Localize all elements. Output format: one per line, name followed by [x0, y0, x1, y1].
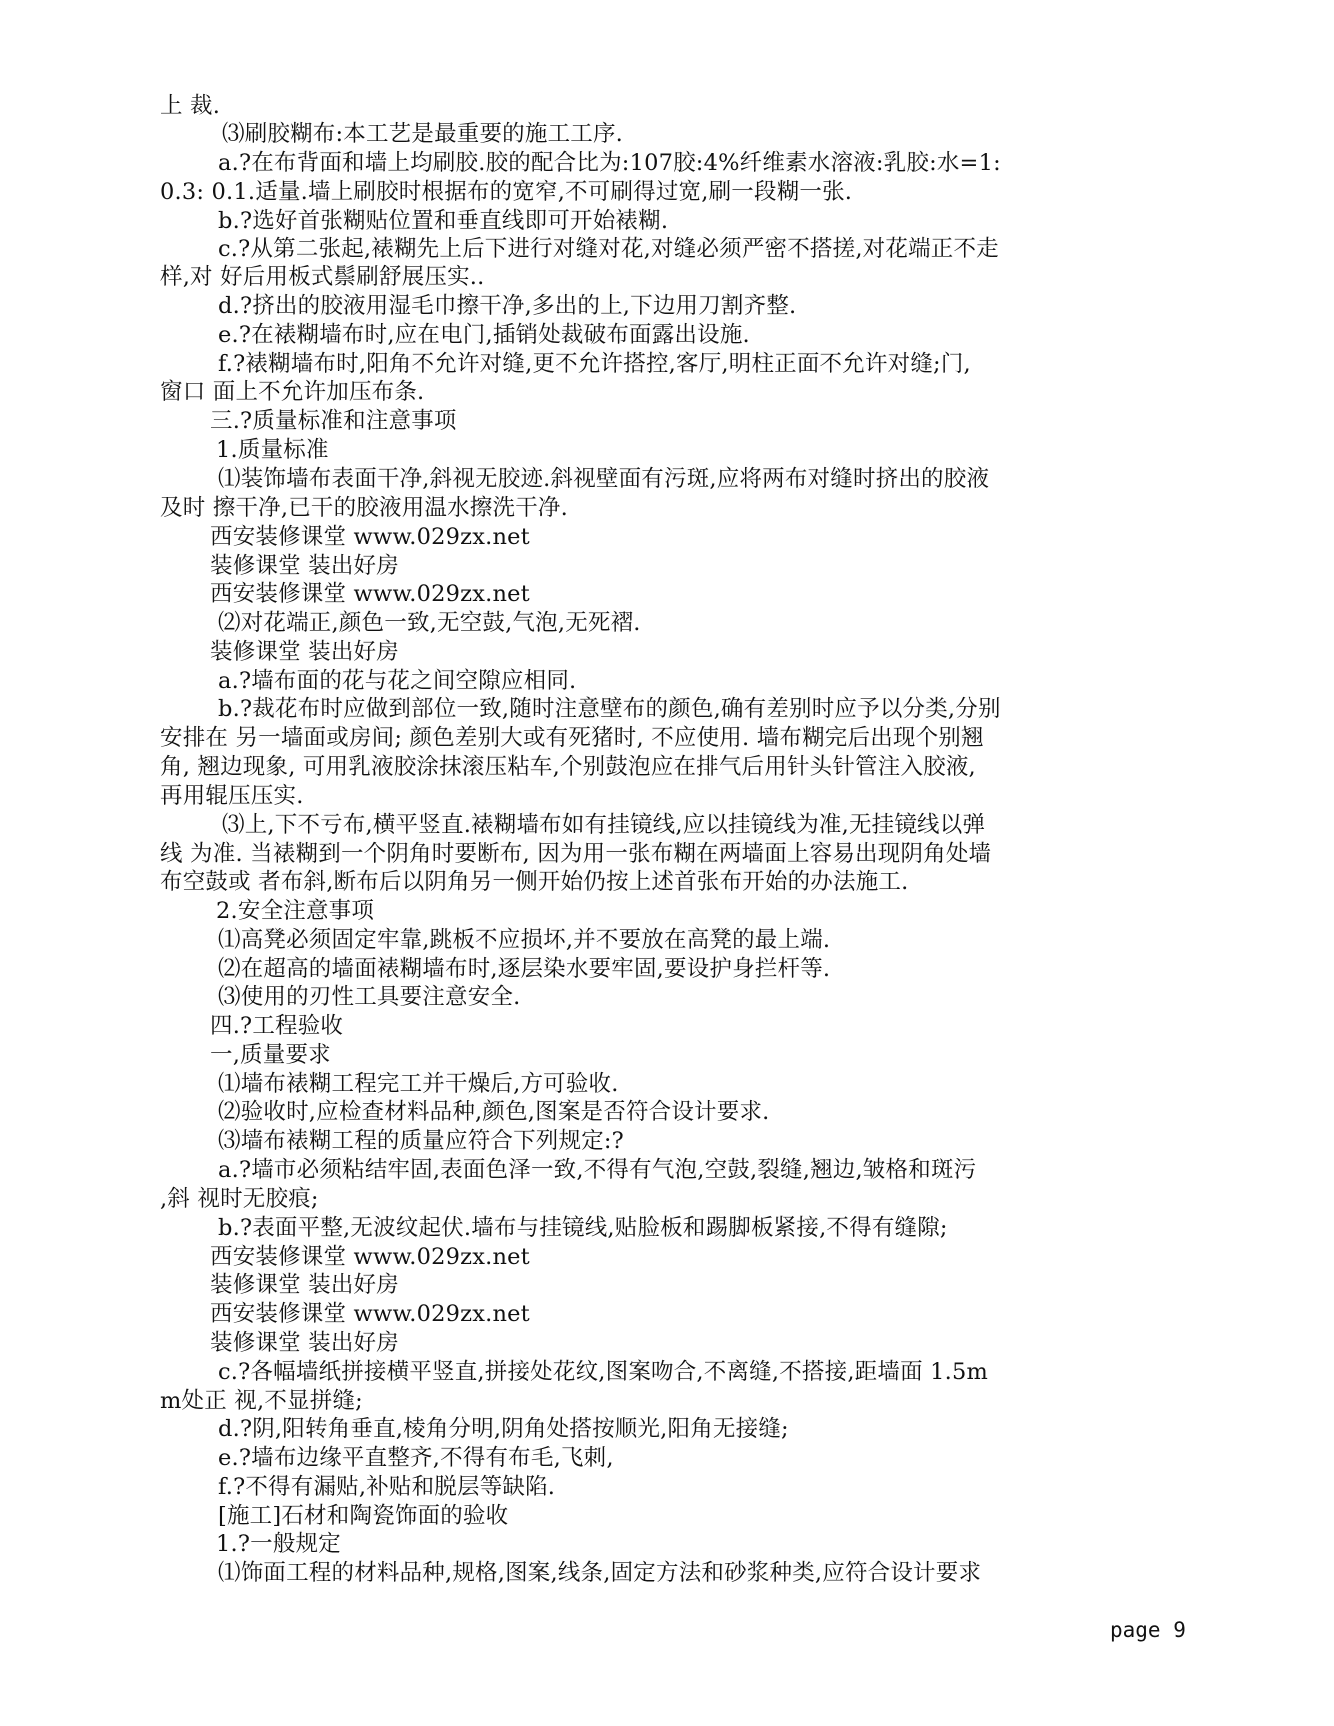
text-line: ,斜 视时无胶痕;: [160, 1186, 319, 1212]
text-line: a.?墙市必须粘结牢固,表面色泽一致,不得有气泡,空鼓,裂缝,翘边,皱格和斑污: [218, 1157, 977, 1183]
text-line: b.?裁花布时应做到部位一致,随时注意壁布的颜色,确有差别时应予以分类,分别: [218, 696, 1001, 722]
text-line: ⑴装饰墙布表面干净,斜视无胶迹.斜视壁面有污斑,应将两布对缝时挤出的胶液: [218, 466, 990, 492]
text-line: 西安装修课堂 www.029zx.net: [210, 1301, 530, 1327]
text-line: ⑴饰面工程的材料品种,规格,图案,线条,固定方法和砂浆种类,应符合设计要求: [218, 1560, 982, 1586]
text-line: 1.质量标准: [216, 437, 329, 463]
text-line: 布空鼓或 者布斜,断布后以阴角另一侧开始仍按上述首张布开始的办法施工.: [160, 869, 909, 895]
text-line: 0.3: 0.1.适量.墙上刷胶时根据布的宽窄,不可刷得过宽,刷一段糊一张.: [160, 179, 853, 205]
page-number: page 9: [1110, 1618, 1186, 1642]
text-line: c.?从第二张起,裱糊先上后下进行对缝对花,对缝必须严密不搭搓,对花端正不走: [218, 236, 999, 262]
text-line: f.?裱糊墙布时,阳角不允许对缝,更不允许搭控,客厅,明柱正面不允许对缝;门,: [218, 351, 971, 377]
text-line: 样,对 好后用板式鬃刷舒展压实..: [160, 264, 485, 290]
text-line: ⑵在超高的墙面裱糊墙布时,逐层染水要牢固,要设护身拦杆等.: [218, 956, 831, 982]
text-line: ⑴墙布裱糊工程完工并干燥后,方可验收.: [218, 1071, 619, 1097]
text-line: e.?墙布边缘平直整齐,不得有布毛,飞刺,: [218, 1445, 614, 1471]
text-line: b.?表面平整,无波纹起伏.墙布与挂镜线,贴脸板和踢脚板紧接,不得有缝隙;: [218, 1215, 948, 1241]
text-line: d.?阴,阳转角垂直,棱角分明,阴角处搭按顺光,阳角无接缝;: [218, 1416, 789, 1442]
text-line: 线 为准. 当裱糊到一个阴角时要断布, 因为用一张布糊在两墙面上容易出现阴角处墙: [160, 841, 992, 867]
text-line: 装修课堂 装出好房: [210, 1272, 399, 1298]
text-line: a.?在布背面和墙上均刷胶.胶的配合比为:107胶:4%纤维素水溶液:乳胶:水=1:: [218, 150, 1001, 176]
text-line: 四.?工程验收: [210, 1013, 344, 1039]
text-line: d.?挤出的胶液用湿毛巾擦干净,多出的上,下边用刀割齐整.: [218, 293, 797, 319]
text-line: e.?在裱糊墙布时,应在电门,插销处裁破布面露出设施.: [218, 322, 750, 348]
text-line: 三.?质量标准和注意事项: [210, 408, 457, 434]
text-line: [施工]石材和陶瓷饰面的验收: [218, 1503, 509, 1529]
text-line: 西安装修课堂 www.029zx.net: [210, 524, 530, 550]
text-line: c.?各幅墙纸拼接横平竖直,拼接处花纹,图案吻合,不离缝,不搭接,距墙面 1.5m: [218, 1359, 989, 1385]
text-line: 2.安全注意事项: [216, 898, 375, 924]
text-line: 西安装修课堂 www.029zx.net: [210, 1244, 530, 1270]
text-line: ⑵对花端正,颜色一致,无空鼓,气泡,无死褶.: [218, 610, 641, 636]
text-line: f.?不得有漏贴,补贴和脱层等缺陷.: [218, 1474, 556, 1500]
text-line: 装修课堂 装出好房: [210, 1330, 399, 1356]
text-line: 及时 擦干净,已干的胶液用温水擦洗干净.: [160, 495, 568, 521]
text-line: ⑵验收时,应检查材料品种,颜色,图案是否符合设计要求.: [218, 1099, 770, 1125]
text-line: 上 裁.: [160, 93, 221, 119]
text-line: ⑶墙布裱糊工程的质量应符合下列规定:?: [218, 1128, 624, 1154]
text-line: 装修课堂 装出好房: [210, 553, 399, 579]
text-line: 安排在 另一墙面或房间; 颜色差别大或有死猪时, 不应使用. 墙布糊完后出现个别翘: [160, 725, 984, 751]
text-line: a.?墙布面的花与花之间空隙应相同.: [218, 668, 577, 694]
text-line: ⑴高凳必须固定牢靠,跳板不应损坏,并不要放在高凳的最上端.: [218, 927, 831, 953]
text-line: ⑶上,下不亏布,横平竖直.裱糊墙布如有挂镜线,应以挂镜线为准,无挂镜线以弹: [222, 812, 986, 838]
text-line: ⑶使用的刃性工具要注意安全.: [218, 984, 521, 1010]
text-line: 角, 翘边现象, 可用乳液胶涂抹滚压粘车,个别鼓泡应在排气后用针头针管注入胶液,: [160, 754, 976, 780]
text-line: 装修课堂 装出好房: [210, 639, 399, 665]
text-line: 西安装修课堂 www.029zx.net: [210, 581, 530, 607]
text-line: b.?选好首张糊贴位置和垂直线即可开始裱糊.: [218, 208, 669, 234]
text-line: 窗口 面上不允许加压布条.: [160, 379, 425, 405]
text-line: 再用辊压压实.: [160, 783, 304, 809]
text-line: 1.?一般规定: [216, 1531, 341, 1557]
text-line: ⑶刷胶糊布:本工艺是最重要的施工工序.: [222, 121, 624, 147]
text-line: 一,质量要求: [210, 1042, 331, 1068]
text-line: m处正 视,不显拼缝;: [160, 1388, 363, 1414]
